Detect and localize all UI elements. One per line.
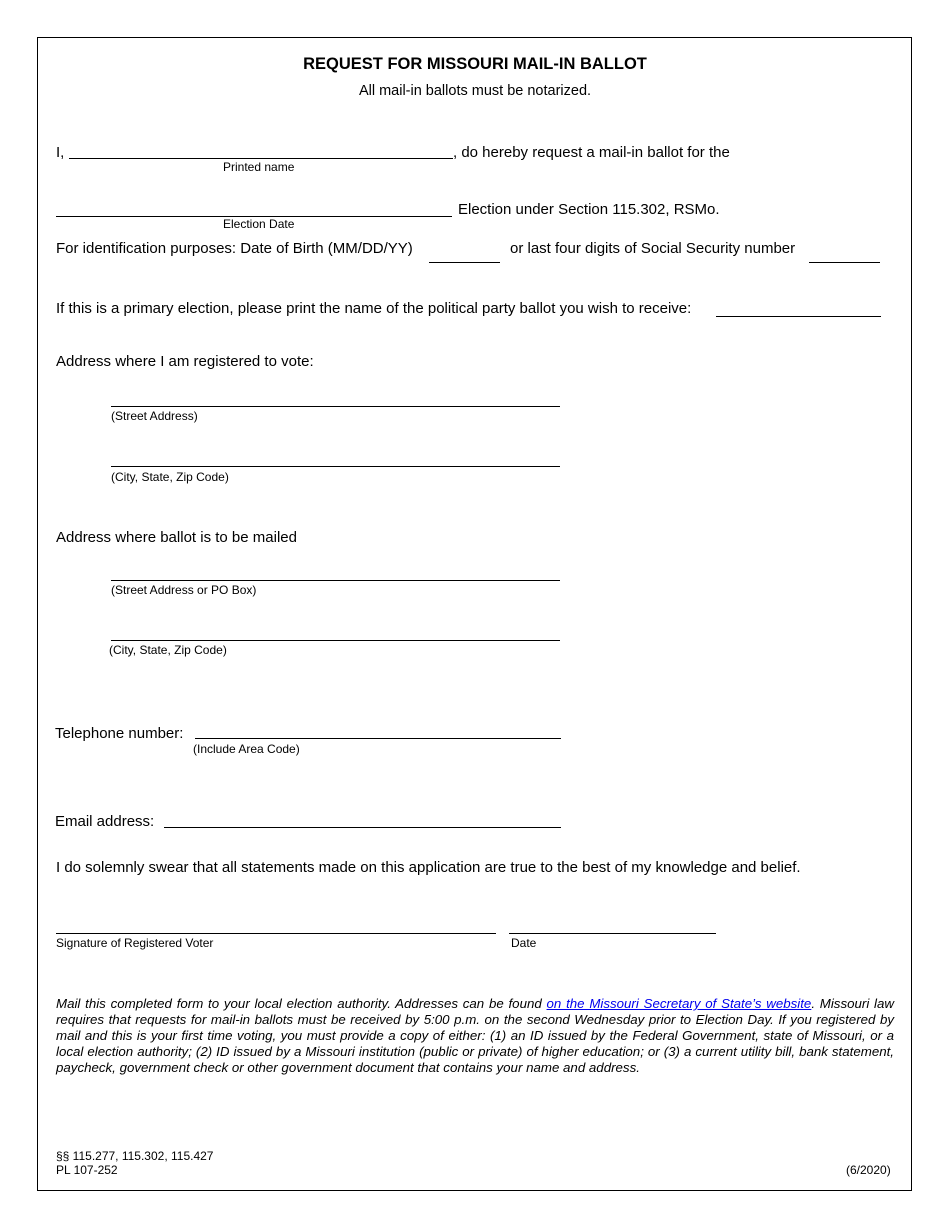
- mailing-instructions: [56, 996, 894, 1076]
- mailing-address-heading: Address where ballot is to be mailed: [56, 529, 297, 546]
- signature-caption: Signature of Registered Voter: [56, 936, 214, 950]
- election-date-caption: Election Date: [223, 217, 295, 231]
- registered-city-caption: (City, State, Zip Code): [111, 470, 229, 484]
- instructions-part1: Mail this completed form to your local election authority. Addresses can be found: [56, 996, 547, 1011]
- request-prefix: I,: [56, 144, 65, 161]
- printed-name-field[interactable]: [69, 158, 453, 159]
- form-subtitle: All mail-in ballots must be notarized.: [358, 83, 592, 99]
- registered-street-caption: (Street Address): [111, 409, 198, 423]
- primary-party-label: If this is a primary election, please print the name of the political party ballot you wish to receive:: [56, 300, 692, 317]
- telephone-label: Telephone number:: [55, 725, 184, 742]
- dob-field[interactable]: [429, 262, 500, 263]
- email-label: Email address:: [55, 813, 155, 830]
- telephone-caption: (Include Area Code): [193, 742, 300, 756]
- statute-references: §§ 115.277, 115.302, 115.427: [56, 1149, 214, 1163]
- dob-label: For identification purposes: Date of Birth (MM/DD/YY): [56, 240, 413, 257]
- form-title: REQUEST FOR MISSOURI MAIL-IN BALLOT: [303, 55, 647, 73]
- secretary-of-state-link[interactable]: on the Missouri Secretary of State’s website: [546, 996, 812, 1011]
- registered-city-field[interactable]: [111, 466, 560, 467]
- signature-field[interactable]: [56, 933, 496, 934]
- registered-address-heading: Address where I am registered to vote:: [56, 353, 314, 370]
- party-field[interactable]: [716, 316, 881, 317]
- revision-date: (6/2020): [846, 1163, 891, 1177]
- mailing-city-field[interactable]: [111, 640, 560, 641]
- instructions-part2: . Missouri law requires that requests for mail-in ballots must be received by 5:00 p.m. on the second Wednesday prior to Election Day. If you registered by mail and this is your first time voting, you must provide a copy of either: (1) an ID issued by the Federal Government, state of Missouri, or a local election authority; (2) ID issued by a Missouri institution (public or private) of higher education; or (3) a current utility bill, bank statement, paycheck, government check or other government document that contains your name and address.: [56, 996, 894, 1075]
- election-section-text: Election under Section 115.302, RSMo.: [458, 201, 720, 218]
- email-field[interactable]: [164, 827, 561, 828]
- mailing-city-caption: (City, State, Zip Code): [109, 643, 227, 657]
- ssn-label: or last four digits of Social Security number: [510, 240, 796, 257]
- signature-date-field[interactable]: [509, 933, 716, 934]
- printed-name-caption: Printed name: [223, 160, 295, 174]
- ssn-field[interactable]: [809, 262, 880, 263]
- signature-date-caption: Date: [511, 936, 537, 950]
- mailing-street-field[interactable]: [111, 580, 560, 581]
- registered-street-field[interactable]: [111, 406, 560, 407]
- mailing-street-caption: (Street Address or PO Box): [111, 583, 257, 597]
- form-number: PL 107-252: [56, 1163, 118, 1177]
- telephone-field[interactable]: [195, 738, 561, 739]
- request-suffix: , do hereby request a mail-in ballot for the: [453, 144, 730, 161]
- oath-statement: I do solemnly swear that all statements made on this application are true to the best of my knowledge and belief.: [56, 859, 801, 876]
